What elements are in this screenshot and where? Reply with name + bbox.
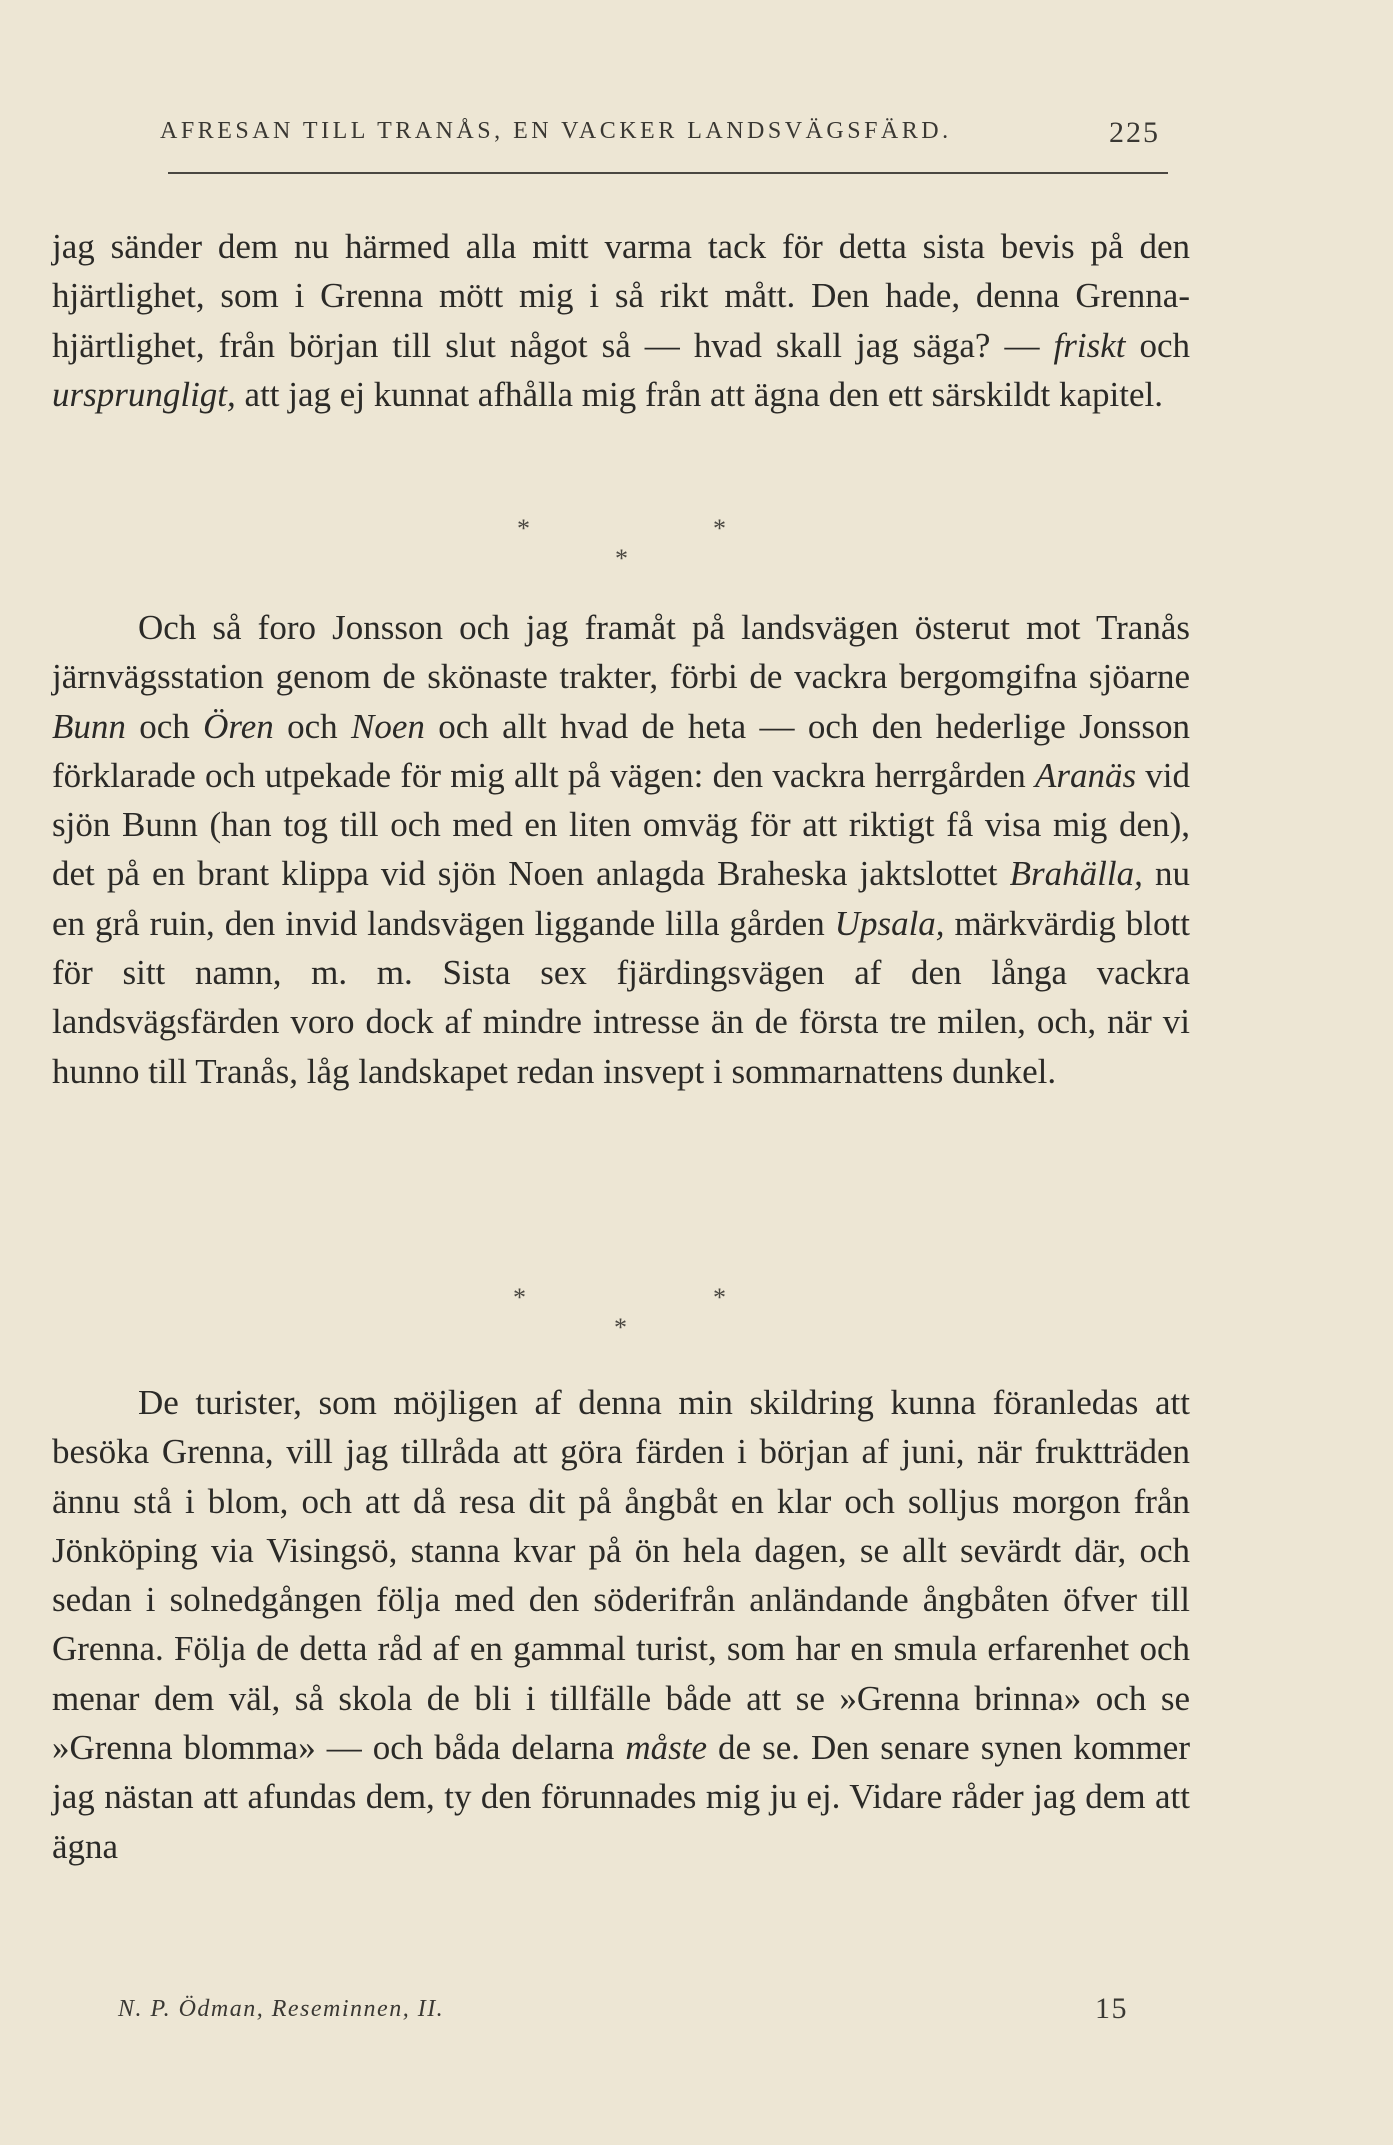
separator-star: * [615, 544, 628, 573]
separator-star: * [713, 514, 726, 543]
running-title: AFRESAN TILL TRANÅS, EN VACKER LANDSVÄGSFÄRD. [160, 118, 952, 144]
signature-mark: 15 [1095, 1992, 1128, 2025]
separator-star: * [517, 514, 530, 543]
page-number: 225 [1109, 116, 1160, 149]
header-rule [168, 172, 1168, 174]
paragraph-3: De turister, som möjligen af denna min skildring kunna föranledas att besöka Grenna, vill jag tillråda att göra färden i början af juni, när fruktträden ännu stå i blom, och att då resa dit på ångbåt en klar och solljus morgon från Jönköping via Visingsö, stanna kvar på ön hela dagen, se allt sevärdt där, och sedan i solnedgången följa med den söderifrån anländande ångbåten öfver till Grenna. Följa de detta råd af en gammal turist, som har en smula erfarenhet och menar dem väl, så skola de bli i tillfälle både att se »Grenna brinna» och se »Grenna blomma» — och båda delarna måste de se. Den senare synen kommer jag nästan att afundas dem, ty den förunnades mig ju ej. Vidare råder jag dem att ägna [52, 1383, 1190, 1866]
separator-star: * [713, 1283, 726, 1312]
separator-star: * [614, 1313, 627, 1342]
footer-author-work: N. P. Ödman, Reseminnen, II. [118, 1996, 445, 2022]
page-footer [118, 1992, 1128, 2025]
paragraph-1: jag sänder dem nu härmed alla mitt varma tack för detta sista bevis på den hjärtlighet, som i Grenna mött mig i så rikt mått. Den hade, denna Grenna-hjärtlighet, från början till slut något så — hvad skall jag säga? — friskt och ursprungligt, att jag ej kunnat afhålla mig från att ägna den ett särskildt kapitel. [52, 227, 1190, 414]
separator-star: * [513, 1283, 526, 1312]
paragraph-2: Och så foro Jonsson och jag framåt på landsvägen österut mot Tranås järnvägsstation genom de skönaste trakter, förbi de vackra bergomgifna sjöarne Bunn och Ören och Noen och allt hvad de heta — och den hederlige Jonsson förklarade och utpekade för mig allt på vägen: den vackra herrgården Aranäs vid sjön Bunn (han tog till och med en liten omväg för att riktigt få visa mig den), det på en brant klippa vid sjön Noen anlagda Braheska jaktslottet Brahälla, nu en grå ruin, den invid landsvägen liggande lilla gården Upsala, märkvärdig blott för sitt namn, m. m. Sista sex fjärdingsvägen af den långa vackra landsvägsfärden voro dock af mindre intresse än de första tre milen, och, när vi hunno till Tranås, låg landskapet redan insvept i sommarnattens dunkel. [52, 608, 1190, 1091]
